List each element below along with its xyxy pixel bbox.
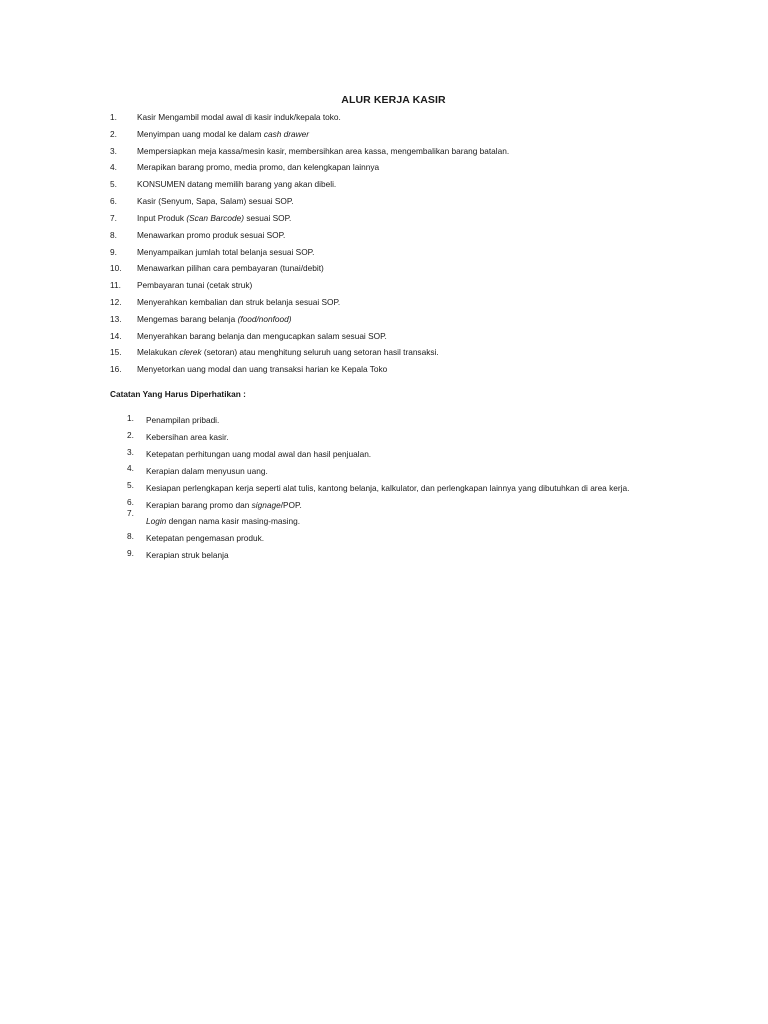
text-part: clerek	[179, 347, 202, 357]
text-part: Ketepatan perhitungan uang modal awal dan hasil penjualan.	[146, 449, 372, 459]
list-item	[110, 112, 341, 123]
note-number: 7.	[127, 508, 134, 518]
page-title: ALUR KERJA KASIR	[341, 94, 446, 106]
note-text	[146, 533, 264, 544]
note-text	[146, 449, 371, 460]
text-part: Menawarkan promo produk sesuai SOP.	[137, 230, 286, 240]
list-item	[110, 280, 252, 291]
note-text	[146, 550, 229, 561]
text-part: Ketepatan pengemasan produk.	[146, 533, 265, 543]
list-item-text	[137, 364, 387, 375]
text-part: dengan nama kasir masing-masing.	[166, 516, 301, 526]
note-number: 6.	[127, 497, 134, 507]
list-item-number: 8.	[110, 230, 117, 240]
list-item-number: 14.	[110, 331, 122, 341]
note-number: 4.	[127, 463, 134, 473]
note-text	[146, 516, 300, 527]
text-part: Mempersiapkan meja kassa/mesin kasir, membersihkan area kassa, mengembalikan barang batalan.	[137, 146, 510, 156]
text-part: sesuai SOP.	[244, 213, 292, 223]
list-item-text	[137, 230, 285, 241]
list-item-text	[137, 162, 379, 173]
text-part: Kerapian barang promo dan	[146, 500, 252, 510]
list-item-number: 12.	[110, 297, 122, 307]
text-part: Menyampaikan jumlah total belanja sesuai SOP.	[137, 247, 315, 257]
note-number: 2.	[127, 430, 134, 440]
list-item-number: 10.	[110, 263, 122, 273]
list-item	[110, 263, 324, 274]
note-number: 1.	[127, 413, 134, 423]
text-part: Menyerahkan kembalian dan struk belanja sesuai SOP.	[137, 297, 341, 307]
notes-title: Catatan Yang Harus Diperhatikan :	[110, 389, 246, 399]
note-text	[146, 466, 268, 477]
list-item-text	[137, 196, 294, 207]
text-part: Kebersihan area kasir.	[146, 432, 229, 442]
note-number: 9.	[127, 548, 134, 558]
list-item	[110, 331, 387, 342]
list-item-text	[137, 213, 291, 224]
list-item	[110, 297, 340, 308]
text-part: (setoran) atau menghitung seluruh uang setoran hasil transaksi.	[201, 347, 439, 357]
note-number: 8.	[127, 531, 134, 541]
text-part: cash drawer	[263, 129, 310, 139]
list-item	[110, 213, 291, 224]
note-number: 5.	[127, 480, 134, 490]
list-item	[110, 162, 379, 173]
text-part: Merapikan barang promo, media promo, dan kelengkapan lainnya	[137, 162, 380, 172]
list-item	[110, 129, 309, 140]
list-item-number: 11.	[110, 280, 121, 290]
list-item-number: 16.	[110, 364, 122, 374]
list-item	[110, 314, 292, 325]
text-part: Menyerahkan barang belanja dan mengucapkan salam sesuai SOP.	[137, 331, 387, 341]
text-part: Input Produk	[137, 213, 187, 223]
list-item-number: 7.	[110, 213, 117, 223]
list-item	[110, 230, 285, 241]
list-item-text	[137, 280, 252, 291]
text-part: Melakukan	[137, 347, 180, 357]
list-item-number: 3.	[110, 146, 117, 156]
text-part: KONSUMEN datang memilih barang yang akan dibeli.	[137, 179, 337, 189]
list-item-text	[137, 263, 324, 274]
list-item-text	[137, 297, 340, 308]
text-part: signage	[251, 500, 281, 510]
list-item	[110, 196, 294, 207]
text-part: Mengemas barang belanja	[137, 314, 238, 324]
list-item-text	[137, 314, 292, 325]
list-item	[110, 247, 314, 258]
text-part: (food/nonfood)	[237, 314, 292, 324]
text-part: Menyetorkan uang modal dan uang transaksi harian ke Kepala Toko	[137, 364, 388, 374]
list-item-number: 15.	[110, 347, 122, 357]
list-item-number: 4.	[110, 162, 117, 172]
list-item-text	[137, 179, 336, 190]
list-item-text	[137, 112, 341, 123]
list-item	[110, 347, 439, 358]
list-item-text	[137, 347, 439, 358]
text-part: Login	[146, 516, 167, 526]
note-text	[146, 415, 219, 426]
note-number: 3.	[127, 447, 134, 457]
note-text	[146, 500, 302, 511]
note-text	[146, 432, 229, 443]
text-part: Kasir (Senyum, Sapa, Salam) sesuai SOP.	[137, 196, 294, 206]
list-item-text	[137, 129, 309, 140]
list-item-number: 2.	[110, 129, 117, 139]
list-item-text	[137, 331, 387, 342]
list-item-number: 13.	[110, 314, 122, 324]
note-text	[146, 483, 629, 494]
list-item-number: 6.	[110, 196, 117, 206]
list-item-text	[137, 247, 314, 258]
text-part: Kerapian struk belanja	[146, 550, 229, 560]
text-part: Kerapian dalam menyusun uang.	[146, 466, 268, 476]
text-part: Pembayaran tunai (cetak struk)	[137, 280, 253, 290]
list-item-number: 9.	[110, 247, 117, 257]
list-item	[110, 364, 387, 375]
list-item-number: 1.	[110, 112, 117, 122]
text-part: Kesiapan perlengkapan kerja seperti alat tulis, kantong belanja, kalkulator, dan perlengkapan lainnya yang dibutuhkan di area kerja.	[146, 483, 630, 493]
list-item	[110, 179, 336, 190]
text-part: Kasir Mengambil modal awal di kasir induk/kepala toko.	[137, 112, 341, 122]
list-item-text	[137, 146, 509, 157]
text-part: Penampilan pribadi.	[146, 415, 220, 425]
list-item-number: 5.	[110, 179, 117, 189]
text-part: Menyimpan uang modal ke dalam	[137, 129, 264, 139]
text-part: /POP.	[280, 500, 302, 510]
list-item	[110, 146, 509, 157]
text-part: Menawarkan pilihan cara pembayaran (tunai/debit)	[137, 263, 324, 273]
text-part: (Scan Barcode)	[186, 213, 245, 223]
